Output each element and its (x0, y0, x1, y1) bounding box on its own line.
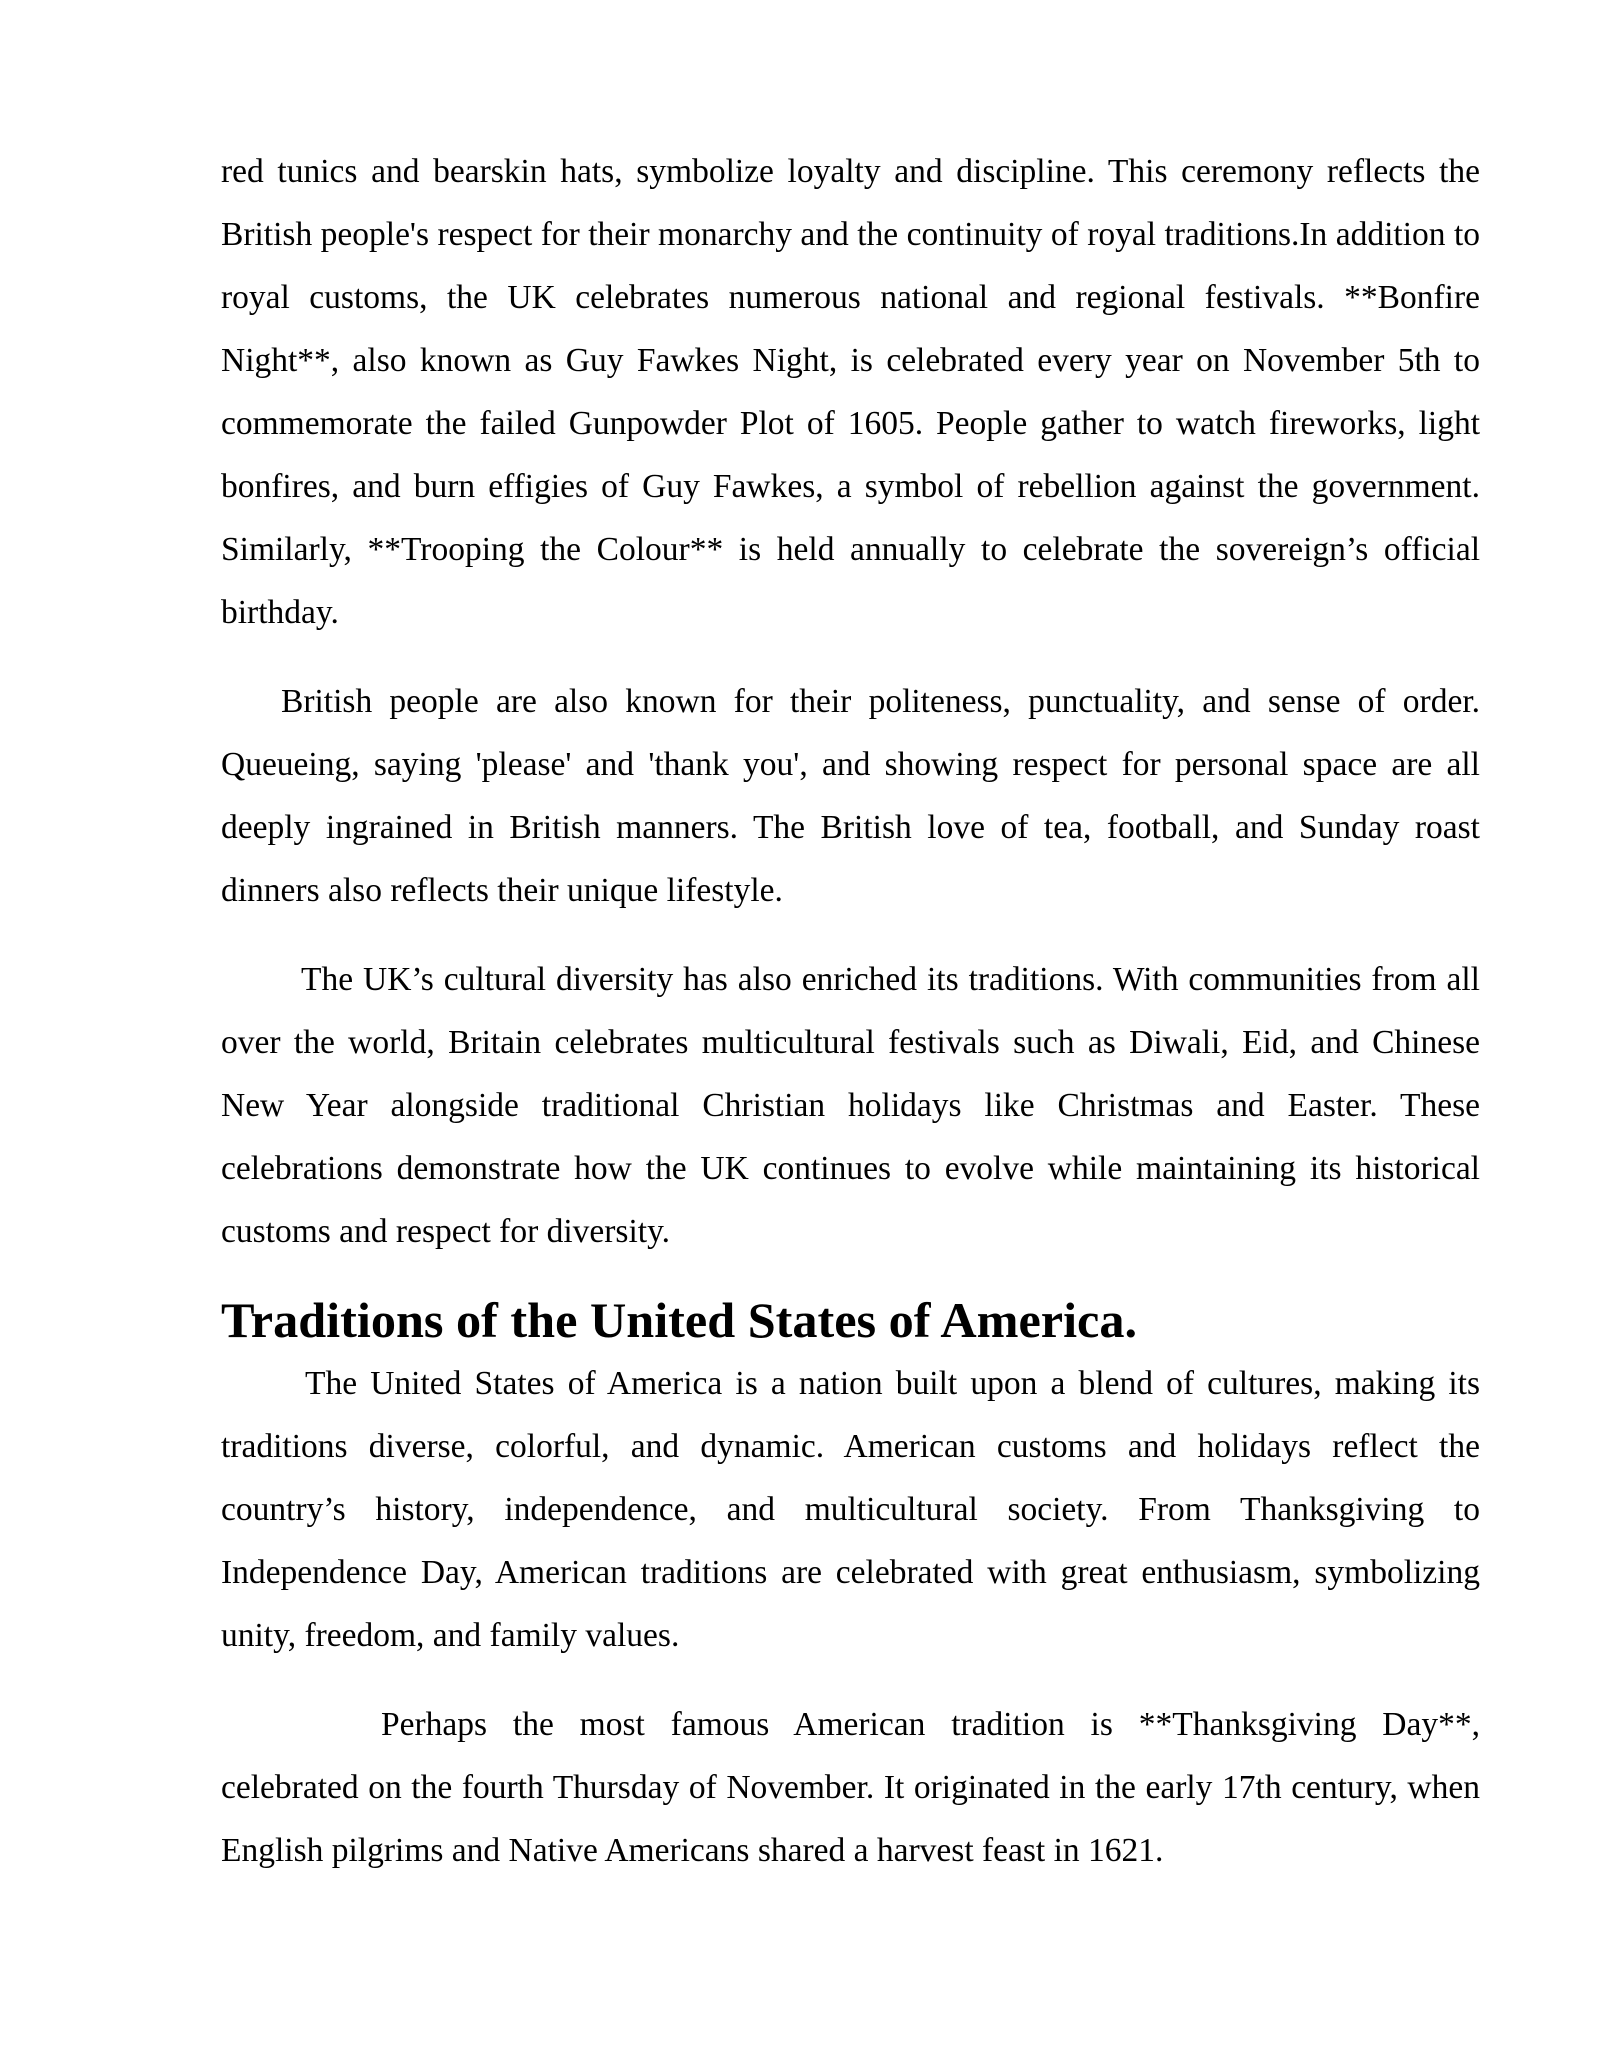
section-heading-usa: Traditions of the United States of America. (221, 1292, 1138, 1348)
paragraph-usa-intro: The United States of America is a nation built upon a blend of cultures, making its traditions diverse, colorful, and dynamic. American customs and holidays reflect the country’s history, independence, and multicultural society. From Thanksgiving to Independence Day, American traditions are celebrated with great enthusiasm, symbolizing unity, freedom, and family values. (221, 1365, 1480, 1654)
document-page (221, 140, 1480, 1882)
paragraph-thanksgiving: Perhaps the most famous American tradition is **Thanksgiving Day**, celebrated on the fourth Thursday of November. It originated in the early 17th century, when English pilgrims and Native Americans shared a harvest feast in 1621. (221, 1706, 1480, 1869)
paragraph-uk-festivals: red tunics and bearskin hats, symbolize loyalty and discipline. This ceremony reflects the British people's respect for their monarchy and the continuity of royal traditions.In addition to royal customs, the UK celebrates numerous national and regional festivals. **Bonfire Night**, also known as Guy Fawkes Night, is celebrated every year on November 5th to commemorate the failed Gunpowder Plot of 1605. People gather to watch fireworks, light bonfires, and burn effigies of Guy Fawkes, a symbol of rebellion against the government. Similarly, **Trooping the Colour** is held annually to celebrate the sovereign’s official birthday. (221, 153, 1480, 631)
paragraph-british-manners: British people are also known for their politeness, punctuality, and sense of order. Queueing, saying 'please' and 'thank you', and showing respect for personal space are all deeply ingrained in British manners. The British love of tea, football, and Sunday roast dinners also reflects their unique lifestyle. (221, 683, 1480, 909)
paragraph-uk-diversity: The UK’s cultural diversity has also enriched its traditions. With communities from all over the world, Britain celebrates multicultural festivals such as Diwali, Eid, and Chinese New Year alongside traditional Christian holidays like Christmas and Easter. These celebrations demonstrate how the UK continues to evolve while maintaining its historical customs and respect for diversity. (221, 961, 1480, 1250)
